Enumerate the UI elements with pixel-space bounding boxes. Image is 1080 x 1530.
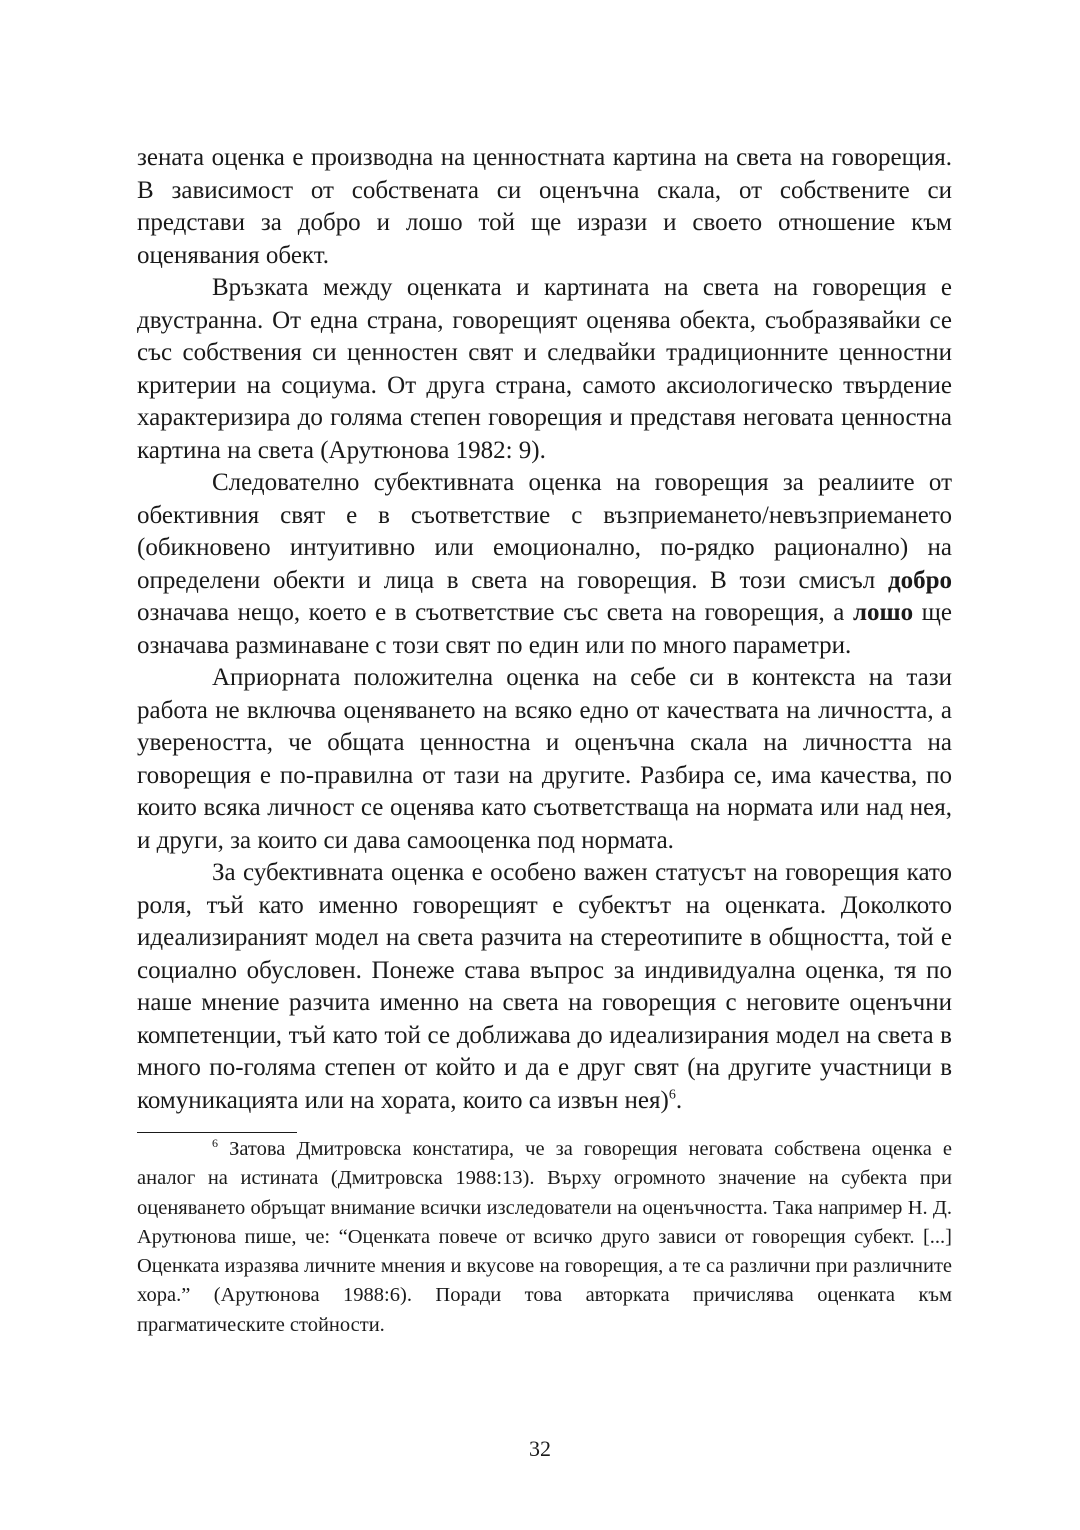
bold-term-good: добро	[887, 566, 952, 594]
paragraph-1: зената оценка е производна на ценностната картина на света на говорещия. В зависимост от собствената си оценъчна скала, от собствените си представи за добро и лошо той ще изрази и своето отношение към оценявания обект.	[137, 144, 952, 269]
paragraph-2: Връзката между оценката и картината на света на говорещия е двустранна. От една страна, говорещият оценява обекта, съобразявайки се със собствения си ценностен свят и следвайки традиционните ценностни критерии на социума. От друга страна, самото аксиологическо твърдение характеризира до голяма степен говорещия и представя неговата ценностна картина на света (Арутюнова 1982: 9).	[137, 274, 952, 464]
paragraph-3	[137, 467, 952, 662]
body-text	[137, 142, 952, 1117]
bold-term-bad: лошо	[852, 599, 914, 626]
paragraph-3-part-1: Следователно субективната оценка на говорещия за реалиите от обективния свят е в съответствие с възприемането/невъзприемането (обикновено интуитивно или емоционално, по-рядко рационално) на определени обекти и лица в света на говорещия. В този смисъл	[137, 469, 952, 594]
footnote-marker: 6	[212, 1136, 218, 1151]
page-number: 32	[529, 1436, 551, 1461]
footnote-text: Затова Дмитровска констатира, че за говорещия неговата собствена оценка е аналог на истината (Дмитровска 1988:13). Върху огромното значение на субекта при оценяването обръщат внимание всички изследователи на оценъчността. Така например Н. Д. Арутюнова пише, че: “Оценката повече от всичко друго зависи от говорещия субект. [...] Оценката изразява личните мнения и вкусове на говорещия, а те са различни при различните хора.” (Арутюнова 1988:6). Поради това авторката причислява оценката към прагматическите стойности.	[137, 1138, 952, 1336]
paragraph-5-text: За субективната оценка е особено важен статусът на говорещия като роля, тъй като именно говорещият е субектът на оценката. Доколкото идеализираният модел на света разчита на стереотипите в общността, той е социално обусловен. Понеже става въпрос за индивидуална оценка, тя по наше мнение разчита именно на света на говорещия с неговите оценъчни компетенции, тъй като той се доближава до идеализирания модел на света в много по-голяма степен от който и да е друг свят (на другите участници в комуникацията или на хората, които са извън нея)	[137, 859, 952, 1114]
footnote	[137, 1135, 952, 1340]
paragraph-3-part-2: означава нещо, което е в съответствие със света на говорещия, а	[137, 599, 853, 626]
footnote-reference[interactable]: 6	[668, 1087, 676, 1103]
paragraph-5-end: .	[675, 1086, 683, 1114]
footnote-separator	[137, 1132, 297, 1133]
paragraph-4: Априорната положителна оценка на себе си в контекста на тази работа не включва оценяването на всяко едно от качествата на личността, а увереността, че общата ценностна и оценъчна скала на личността на говорещия е по-правилна от тази на другите. Разбира се, има качества, по които всяка личност се оценява като съответстваща на нормата или над нея, и други, за които си дава самооценка под нормата.	[137, 664, 952, 854]
paragraph-3-part-3: ще означава разминаване с този свят по един или по много параметри.	[137, 599, 952, 659]
paragraph-5	[137, 857, 952, 1117]
